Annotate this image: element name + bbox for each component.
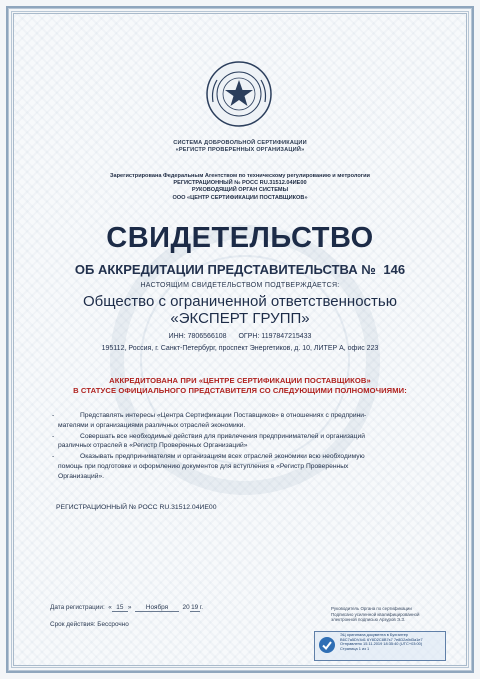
org-address: 195112, Россия, г. Санкт-Петербург, проспект Энергетиков, д. 10, ЛИТЕР А, офис 223: [101, 345, 379, 352]
list-item: [52, 432, 438, 452]
list-item: [52, 411, 438, 431]
list-dash: -: [52, 453, 55, 461]
seal-emblem-icon: [205, 60, 273, 128]
signer-name: электронной подписью Арзуров Э.З.: [331, 617, 406, 623]
list-dash: -: [52, 432, 55, 440]
registration-number-header: РЕГИСТРАЦИОННЫЙ № РОСС RU.31512.04ИЕ00: [173, 180, 307, 187]
validity-period: Срок действия: Бессрочно: [50, 621, 129, 628]
system-caption: [0, 140, 480, 154]
list-item: [52, 452, 438, 481]
signer-block: [331, 606, 441, 623]
system-name: СИСТЕМА ДОБРОВОЛЬНОЙ СЕРТИФИКАЦИИ: [173, 140, 307, 146]
power-line: Организаций».: [58, 472, 105, 480]
registration-number: РЕГИСТРАЦИОННЫЙ № РОСС RU.31512.04ИЕ00: [56, 504, 217, 511]
org-ids: [0, 333, 480, 340]
registration-agency: Зарегистрирована Федеральным Агентством по техническому регулированию и метрологии: [110, 173, 370, 179]
date-label: Дата регистрации:: [50, 604, 105, 611]
stamp-line: B6C7a5DV4d1 6Y8D2C8B7s7 7e8D2a9d3a1e7: [340, 636, 423, 642]
power-line: помощь при подготовке и оформлению документов для вступления в «Регистр Проверенных: [58, 462, 349, 470]
accreditation-line1: АККРЕДИТОВАНА ПРИ «ЦЕНТРЕ СЕРТИФИКАЦИИ ПОСТАВЩИКОВ»: [109, 376, 371, 385]
date-year-prefix: 20: [182, 604, 190, 611]
power-line: мателями и организациями различных отраслей экономики.: [58, 421, 246, 429]
registration-block: [0, 173, 480, 202]
stamp-line: ЭЦ оригинала документа в Бухгалтер: [340, 632, 409, 637]
system-register-name: «РЕГИСТР ПРОВЕРЕННЫХ ОРГАНИЗАЦИЙ»: [175, 147, 305, 153]
power-line: различных отраслей в «Регистр Проверенных Организаций»: [58, 442, 248, 450]
power-line: Представлять интересы «Центра Сертификации Поставщиков» в отношениях с предприни-: [80, 412, 367, 419]
signer-note: Подписано усиленной квалифицированной: [331, 611, 420, 617]
date-year-end: г.: [199, 604, 203, 611]
stamp-line: Отправлено 15.11.2019 18:35:40 (UTC+03:00): [340, 641, 423, 647]
list-dash: -: [52, 412, 55, 419]
e-signature-text: [340, 633, 442, 652]
org-ogrn: ОГРН: 1197847215433: [238, 333, 312, 340]
power-line: Совершать все необходимые действия для привлечения предпринимателей и организаций: [80, 432, 365, 440]
signature-check-icon: [318, 636, 336, 654]
org-inn: ИНН: 7806566108: [168, 333, 227, 340]
date-month: Ноября: [135, 604, 179, 612]
confirm-line: НАСТОЯЩИМ СВИДЕТЕЛЬСТВОМ ПОДТВЕРЖДАЕТСЯ:: [140, 282, 340, 289]
signer-title: Руководитель Органа по сертификации: [331, 606, 412, 611]
date-year-suffix: 19: [191, 604, 199, 611]
governing-body-name: ООО «ЦЕНТР СЕРТИФИКАЦИИ ПОСТАВЩИКОВ»: [172, 194, 308, 201]
date-day: 15: [112, 604, 128, 612]
certificate-subtitle: [0, 262, 480, 277]
powers-list: [52, 411, 438, 483]
org-name-line2: «ЭКСПЕРТ ГРУПП»: [170, 310, 310, 327]
accreditation-line2: В СТАТУСЕ ОФИЦИАЛЬНОГО ПРЕДСТАВИТЕЛЯ СО СЛЕДУЮЩИМИ ПОЛНОМОЧИЯМИ:: [73, 385, 407, 395]
certificate-title: СВИДЕТЕЛЬСТВО: [106, 222, 374, 254]
subtitle-text: ОБ АККРЕДИТАЦИИ ПРЕДСТАВИТЕЛЬСТВА №: [74, 262, 376, 277]
stamp-line: Страница 1 из 1: [340, 646, 370, 652]
org-name-line1: Общество с ограниченной ответственностью: [83, 293, 397, 310]
certificate-number: 146: [383, 262, 406, 277]
registration-date: Дата регистрации: « 15 » Ноября 2019г.: [50, 604, 203, 611]
power-line: Оказывать предпринимателям и организациям всех отраслей экономики всю необходимую: [80, 453, 365, 461]
accreditation-statement: [0, 376, 480, 395]
governing-body-label: РУКОВОДЯЩИЙ ОРГАН СИСТЕМЫ: [191, 187, 289, 194]
